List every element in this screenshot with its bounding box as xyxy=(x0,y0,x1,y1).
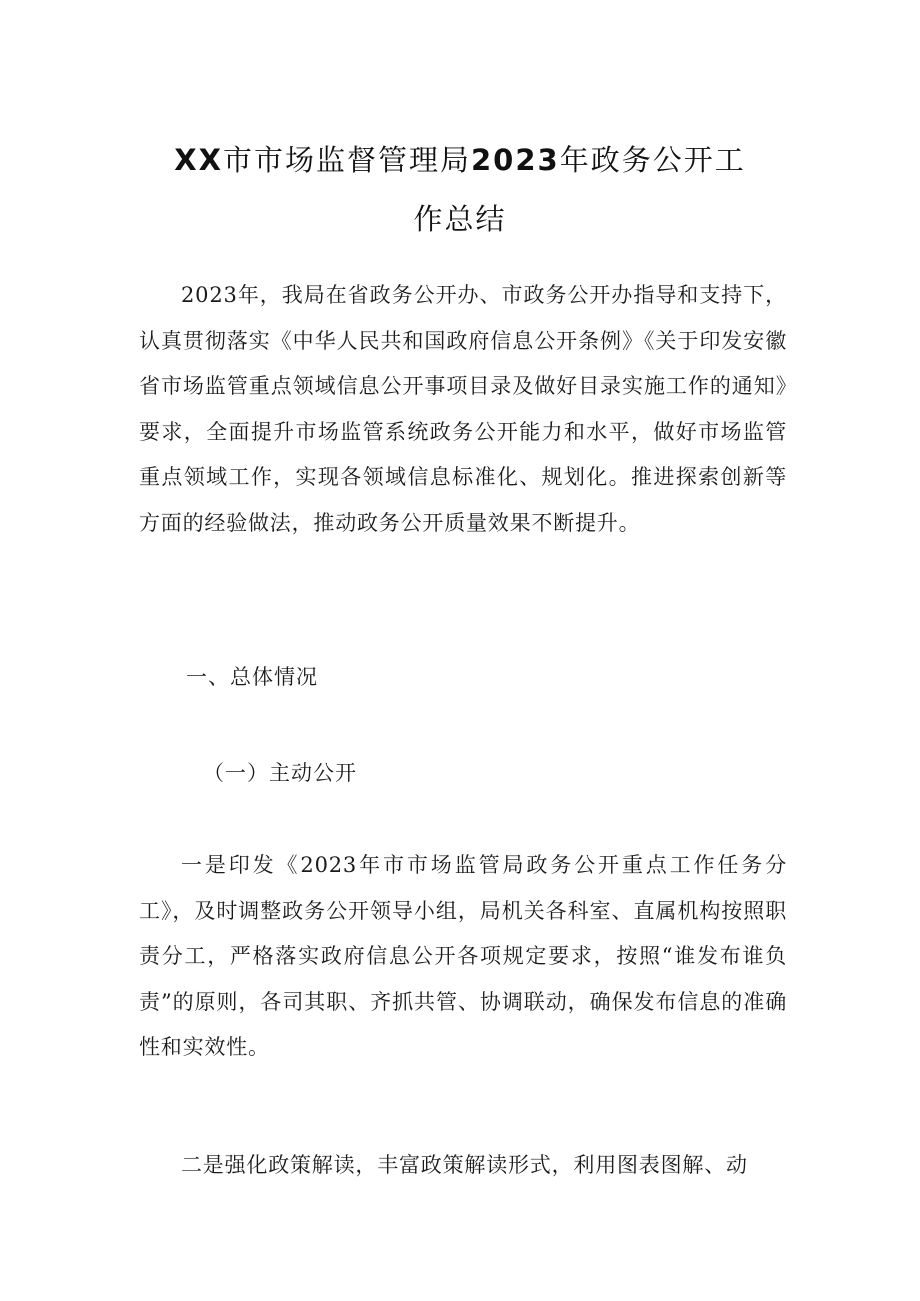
document-title-line2: 作总结 xyxy=(413,202,507,236)
intro-paragraph: 2023年，我局在省政务公开办、市政务公开办指导和支持下，认真贯彻落实《中华人民共和国政府信息公开条例》《关于印发安徽省市场监管重点领域信息公开事项目录及做好目录实施工作的通知》要求，全面提升市场监管系统政务公开能力和水平，做好市场监管重点领域工作，实现各领域信息标准化、规划化。推进探索创新等方面的经验做法，推动政务公开质量效果不断提升。 xyxy=(139,283,787,535)
title-suffix: 年政务公开工 xyxy=(559,143,746,177)
title-year: 2023 xyxy=(471,143,560,177)
document-title-line1 xyxy=(100,138,820,179)
title-prefix: XX xyxy=(174,143,223,177)
section-heading-overall: 一、总体情况 xyxy=(186,665,318,689)
title-middle: 市市场监督管理局 xyxy=(222,143,471,177)
paragraph-second-point: 二是强化政策解读，丰富政策解读形式，利用图表图解、动 xyxy=(181,1153,748,1177)
paragraph-first-point: 一是印发《2023年市市场监管局政务公开重点工作任务分工》，及时调整政务公开领导小组，局机关各科室、直属机构按照职责分工，严格落实政府信息公开各项规定要求，按照“谁发布谁负责”的原则，各司其职、齐抓共管、协调联动，确保发布信息的准确性和实效性。 xyxy=(139,853,787,1059)
subsection-heading-proactive-disclosure: （一）主动公开 xyxy=(203,761,357,785)
